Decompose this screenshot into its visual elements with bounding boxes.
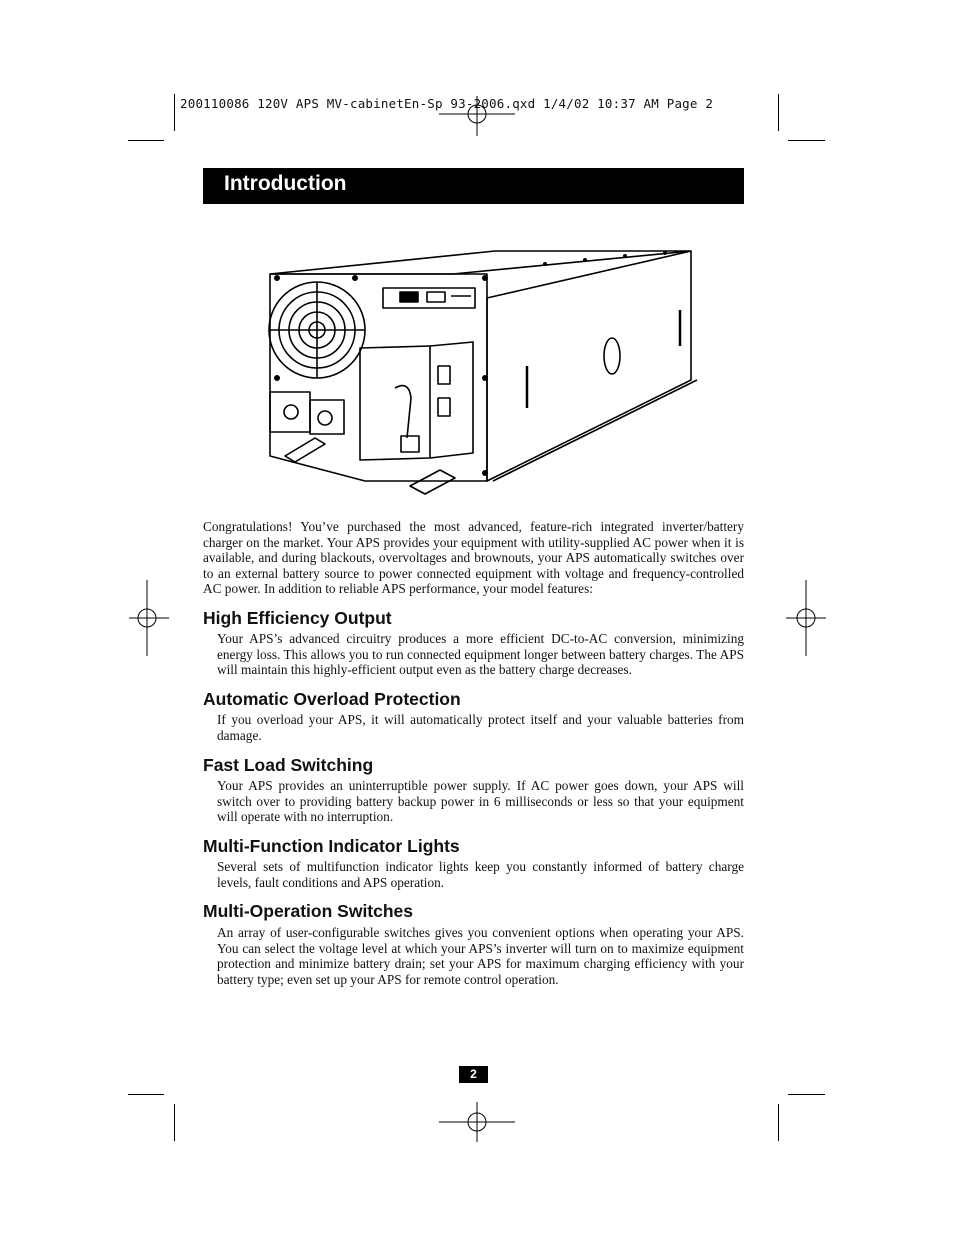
section-heading-indicator-lights: Multi-Function Indicator Lights xyxy=(203,836,460,856)
registration-mark-icon xyxy=(439,96,515,136)
section-heading-fast-load-switching: Fast Load Switching xyxy=(203,755,374,775)
section-body-overload-protection: If you overload your APS, it will automatically protect itself and your valuable batteries from damage. xyxy=(217,712,744,743)
registration-mark-icon xyxy=(786,580,826,656)
inverter-charger-illustration-icon xyxy=(255,238,705,506)
intro-paragraph: Congratulations! You’ve purchased the most advanced, feature-rich integrated inverter/battery charger on the market. Your APS provides your equipment with utility-supplied AC power when it is available, and during blackouts, overvoltages and brownouts, your APS automatically switches over to an external battery source to power connected equipment with voltage and frequency-controlled AC power. In addition to reliable APS performance, your model features: xyxy=(203,519,744,597)
section-heading-high-efficiency: High Efficiency Output xyxy=(203,608,392,628)
crop-mark xyxy=(174,94,175,131)
section-body-high-efficiency: Your APS’s advanced circuitry produces a more efficient DC-to-AC conversion, minimizing energy loss. This allows you to run connected equipment longer between battery charges. The APS will maintain this highly-efficient output even as the battery charge decreases. xyxy=(217,631,744,678)
section-heading-operation-switches: Multi-Operation Switches xyxy=(203,901,414,921)
registration-mark-icon xyxy=(439,1102,515,1142)
section-body-fast-load-switching: Your APS provides an uninterruptible power supply. If AC power goes down, your APS will switch over to providing battery backup power in 6 milliseconds or less so that your equipment will operate with no interruption. xyxy=(217,778,744,825)
crop-mark xyxy=(778,94,779,131)
section-body-operation-switches: An array of user-configurable switches gives you convenient options when operating your APS. You can select the voltage level at which your APS’s inverter will turn on to maximize equipment protection and minimize battery drain; set your APS for maximum charging efficiency with your battery type; even set up your APS for remote control operation. xyxy=(217,925,744,987)
crop-mark xyxy=(128,1094,164,1095)
crop-mark xyxy=(788,140,825,141)
registration-mark-icon xyxy=(129,580,169,656)
section-heading-overload-protection: Automatic Overload Protection xyxy=(203,689,461,709)
crop-mark xyxy=(778,1104,779,1141)
crop-mark xyxy=(128,140,164,141)
crop-mark xyxy=(174,1104,175,1141)
crop-mark xyxy=(788,1094,825,1095)
section-banner xyxy=(203,168,744,204)
page-title: Introduction xyxy=(224,172,347,195)
print-slug-line: 200110086 120V APS MV-cabinetEn-Sp 93-2006.qxd 1/4/02 10:37 AM Page 2 xyxy=(180,96,714,111)
page-number: 2 xyxy=(459,1066,488,1083)
section-body-indicator-lights: Several sets of multifunction indicator lights keep you constantly informed of battery charge levels, fault conditions and APS operation. xyxy=(217,859,744,890)
